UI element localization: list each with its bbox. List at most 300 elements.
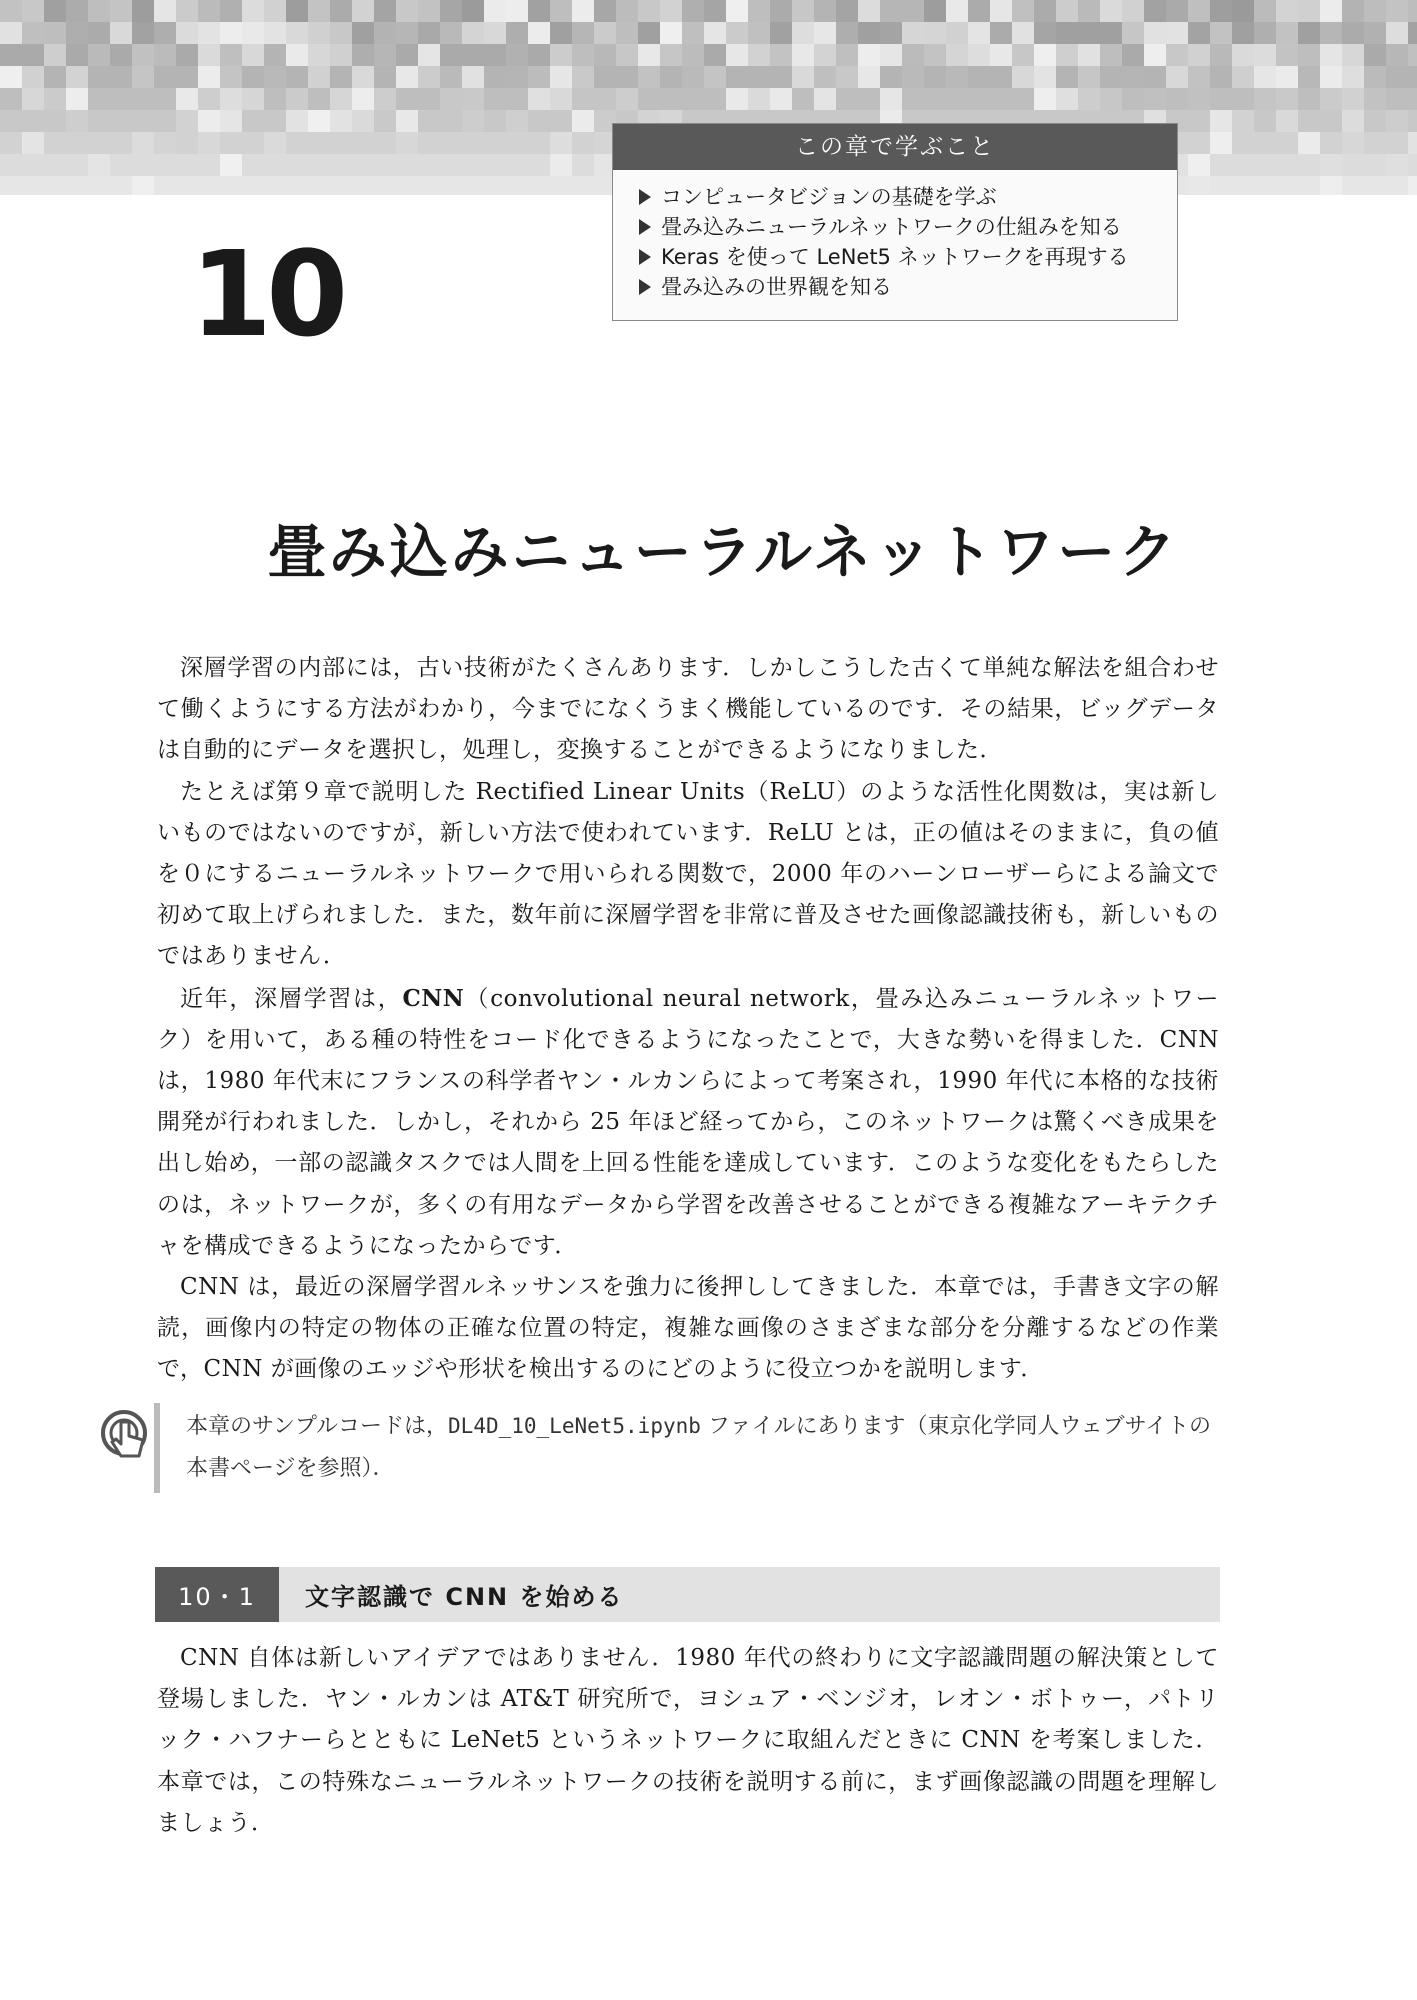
mosaic-tile <box>1232 110 1254 132</box>
mosaic-tile <box>1364 0 1386 22</box>
mosaic-tile <box>1364 44 1386 66</box>
mosaic-tile <box>1232 66 1254 88</box>
mosaic-tile <box>418 132 440 154</box>
mosaic-tile <box>176 154 198 176</box>
mosaic-tile <box>1188 132 1210 154</box>
mosaic-tile <box>1254 176 1276 195</box>
mosaic-tile <box>44 132 66 154</box>
mosaic-tile <box>1320 110 1342 132</box>
mosaic-tile <box>418 88 440 110</box>
mosaic-tile <box>484 176 506 195</box>
mosaic-tile <box>1386 88 1408 110</box>
mosaic-tile <box>220 0 242 22</box>
mosaic-tile <box>1012 88 1034 110</box>
mosaic-tile <box>176 44 198 66</box>
mosaic-tile <box>836 0 858 22</box>
mosaic-tile <box>462 110 484 132</box>
mosaic-tile <box>660 22 682 44</box>
mosaic-tile <box>1166 88 1188 110</box>
mosaic-tile <box>22 0 44 22</box>
mosaic-tile <box>1144 88 1166 110</box>
chapter-number: 10 <box>190 225 343 363</box>
mosaic-tile <box>1276 22 1298 44</box>
mosaic-tile <box>726 44 748 66</box>
mosaic-tile <box>330 0 352 22</box>
mosaic-tile <box>22 66 44 88</box>
mosaic-tile <box>770 66 792 88</box>
mosaic-tile <box>1034 44 1056 66</box>
mosaic-tile <box>1078 44 1100 66</box>
mosaic-tile <box>1364 66 1386 88</box>
mosaic-tile <box>220 176 242 195</box>
mosaic-tile <box>1188 0 1210 22</box>
mosaic-tile <box>1122 44 1144 66</box>
mosaic-tile <box>176 22 198 44</box>
mosaic-tile <box>220 22 242 44</box>
mosaic-tile <box>704 66 726 88</box>
mosaic-tile <box>0 0 22 22</box>
mosaic-tile <box>330 88 352 110</box>
mosaic-tile <box>286 66 308 88</box>
mosaic-tile <box>154 22 176 44</box>
mosaic-tile <box>572 0 594 22</box>
mosaic-tile <box>792 88 814 110</box>
mosaic-tile <box>1210 132 1232 154</box>
mosaic-tile <box>814 44 836 66</box>
mosaic-tile <box>198 44 220 66</box>
mosaic-tile <box>1276 88 1298 110</box>
mosaic-tile <box>1386 0 1408 22</box>
mosaic-tile <box>836 88 858 110</box>
mosaic-tile <box>550 132 572 154</box>
mosaic-tile <box>176 176 198 195</box>
mosaic-tile <box>506 88 528 110</box>
mosaic-tile <box>1012 66 1034 88</box>
mosaic-tile <box>1188 176 1210 195</box>
mosaic-tile <box>506 154 528 176</box>
mosaic-tile <box>132 154 154 176</box>
mosaic-tile <box>1232 132 1254 154</box>
mosaic-tile <box>132 176 154 195</box>
mosaic-tile <box>946 88 968 110</box>
mosaic-tile <box>308 22 330 44</box>
mosaic-tile <box>572 88 594 110</box>
mosaic-tile <box>528 176 550 195</box>
mosaic-tile <box>1320 0 1342 22</box>
mosaic-tile <box>1188 44 1210 66</box>
mosaic-tile <box>968 88 990 110</box>
mosaic-tile <box>418 154 440 176</box>
mosaic-tile <box>572 44 594 66</box>
mosaic-tile <box>1298 88 1320 110</box>
mosaic-tile <box>352 88 374 110</box>
mosaic-tile <box>198 22 220 44</box>
mosaic-tile <box>1386 154 1408 176</box>
mosaic-tile <box>308 110 330 132</box>
mosaic-tile <box>1276 44 1298 66</box>
mosaic-tile <box>1210 0 1232 22</box>
mosaic-tile <box>748 66 770 88</box>
mosaic-tile <box>550 154 572 176</box>
mosaic-tile <box>110 44 132 66</box>
mosaic-tile <box>176 0 198 22</box>
mosaic-tile <box>1166 22 1188 44</box>
mosaic-tile <box>110 110 132 132</box>
section-number: 10・1 <box>155 1567 279 1622</box>
mosaic-tile <box>0 176 22 195</box>
mosaic-tile <box>1276 66 1298 88</box>
mosaic-tile <box>726 66 748 88</box>
mosaic-tile <box>946 0 968 22</box>
mosaic-tile <box>1276 132 1298 154</box>
mosaic-tile <box>1254 0 1276 22</box>
mosaic-tile <box>0 22 22 44</box>
mosaic-tile <box>880 22 902 44</box>
mosaic-tile <box>440 44 462 66</box>
mosaic-tile <box>682 44 704 66</box>
mosaic-tile <box>374 66 396 88</box>
sample-code-note: 本章のサンプルコードは，DL4D_10_LeNet5.ipynb ファイルにあります（東京化学同人ウェブサイトの本書ページを参照）． <box>154 1403 1220 1493</box>
mosaic-tile <box>858 22 880 44</box>
mosaic-tile <box>352 132 374 154</box>
mosaic-tile <box>572 66 594 88</box>
mosaic-tile <box>946 44 968 66</box>
mosaic-tile <box>264 154 286 176</box>
mosaic-tile <box>1254 154 1276 176</box>
mosaic-tile <box>726 88 748 110</box>
mosaic-tile <box>22 22 44 44</box>
mosaic-tile <box>396 176 418 195</box>
mosaic-tile <box>1298 44 1320 66</box>
mosaic-tile <box>0 132 22 154</box>
mosaic-tile <box>1320 154 1342 176</box>
mosaic-tile <box>792 66 814 88</box>
mosaic-tile <box>220 132 242 154</box>
mosaic-tile <box>1254 44 1276 66</box>
mosaic-tile <box>176 88 198 110</box>
mosaic-tile <box>528 154 550 176</box>
mosaic-tile <box>462 154 484 176</box>
mosaic-tile <box>198 132 220 154</box>
mosaic-tile <box>880 88 902 110</box>
mosaic-tile <box>418 22 440 44</box>
mosaic-tile <box>1078 66 1100 88</box>
mosaic-tile <box>638 88 660 110</box>
mosaic-tile <box>1320 88 1342 110</box>
mosaic-tile <box>748 44 770 66</box>
mosaic-tile <box>440 88 462 110</box>
mosaic-tile <box>484 44 506 66</box>
mosaic-tile <box>1232 44 1254 66</box>
mosaic-tile <box>836 66 858 88</box>
mosaic-tile <box>308 0 330 22</box>
mosaic-tile <box>726 22 748 44</box>
mosaic-tile <box>132 110 154 132</box>
mosaic-tile <box>1100 22 1122 44</box>
mosaic-tile <box>264 0 286 22</box>
mosaic-tile <box>1188 66 1210 88</box>
mosaic-tile <box>198 176 220 195</box>
mosaic-tile <box>198 110 220 132</box>
mosaic-tile <box>330 110 352 132</box>
mosaic-tile <box>396 88 418 110</box>
mosaic-tile <box>1166 0 1188 22</box>
mosaic-tile <box>462 0 484 22</box>
mosaic-tile <box>22 176 44 195</box>
mosaic-tile <box>506 44 528 66</box>
mosaic-tile <box>1408 88 1417 110</box>
mosaic-tile <box>418 110 440 132</box>
mosaic-tile <box>88 44 110 66</box>
mosaic-tile <box>990 66 1012 88</box>
mosaic-tile <box>1144 0 1166 22</box>
mosaic-tile <box>858 66 880 88</box>
mosaic-tile <box>594 0 616 22</box>
mosaic-tile <box>1364 22 1386 44</box>
mosaic-tile <box>1166 66 1188 88</box>
mosaic-tile <box>924 22 946 44</box>
mosaic-tile <box>110 154 132 176</box>
mosaic-tile <box>462 132 484 154</box>
mosaic-tile <box>374 44 396 66</box>
mosaic-tile <box>572 154 594 176</box>
mosaic-tile <box>484 110 506 132</box>
mosaic-tile <box>1408 0 1417 22</box>
mosaic-tile <box>660 66 682 88</box>
mosaic-tile <box>176 66 198 88</box>
mosaic-tile <box>1408 110 1417 132</box>
mosaic-tile <box>462 44 484 66</box>
paragraph: 深層学習の内部には，古い技術がたくさんあります．しかしこうした古くて単純な解法を組合わせて働くようにする方法がわかり，今までになくうまく機能しているのです．その結果，ビッグデータは自動的にデータを選択し，処理し，変換することができるようになりました． <box>157 655 1219 764</box>
mosaic-tile <box>1056 88 1078 110</box>
mosaic-tile <box>704 44 726 66</box>
mosaic-tile <box>352 154 374 176</box>
mosaic-tile <box>198 66 220 88</box>
mosaic-tile <box>154 0 176 22</box>
mosaic-tile <box>44 110 66 132</box>
mosaic-tile <box>550 22 572 44</box>
mosaic-tile <box>242 0 264 22</box>
mosaic-tile <box>990 44 1012 66</box>
mosaic-tile <box>1298 0 1320 22</box>
mosaic-tile <box>858 0 880 22</box>
mosaic-tile <box>462 22 484 44</box>
mosaic-tile <box>1276 176 1298 195</box>
mosaic-tile <box>748 22 770 44</box>
mosaic-tile <box>440 154 462 176</box>
mosaic-tile <box>0 66 22 88</box>
mosaic-tile <box>902 88 924 110</box>
mosaic-tile <box>66 132 88 154</box>
mosaic-tile <box>770 44 792 66</box>
mosaic-tile <box>902 66 924 88</box>
mosaic-tile <box>660 44 682 66</box>
mosaic-tile <box>1276 0 1298 22</box>
mosaic-tile <box>110 22 132 44</box>
mosaic-tile <box>440 66 462 88</box>
mosaic-tile <box>528 110 550 132</box>
mosaic-tile <box>264 66 286 88</box>
mosaic-tile <box>858 88 880 110</box>
mosaic-tile <box>902 44 924 66</box>
mosaic-tile <box>1386 66 1408 88</box>
mosaic-tile <box>242 176 264 195</box>
mosaic-tile <box>902 0 924 22</box>
mosaic-tile <box>286 22 308 44</box>
mosaic-tile <box>1320 22 1342 44</box>
mosaic-tile <box>770 0 792 22</box>
mosaic-tile <box>1408 154 1417 176</box>
mosaic-tile <box>1386 132 1408 154</box>
mosaic-tile <box>440 176 462 195</box>
mosaic-tile <box>352 22 374 44</box>
mosaic-tile <box>440 0 462 22</box>
paragraph: たとえば第９章で説明した Rectified Linear Units（ReLU）のような活性化関数は，実は新しいものではないのですが，新しい方法で使われています．ReLU とは，正の値はそのままに，負の値を０にするニューラルネットワークで用いられる関数で，2000 年のハーンローザーらによる論文で初めて取上げられました．また，数年前に深層学習を非常に普及させた画像認識技術も，新しいものではありません． <box>157 778 1219 970</box>
mosaic-tile <box>286 110 308 132</box>
mosaic-tile <box>44 22 66 44</box>
mosaic-tile <box>1078 0 1100 22</box>
mosaic-tile <box>550 176 572 195</box>
mosaic-tile <box>484 154 506 176</box>
mosaic-tile <box>264 88 286 110</box>
mosaic-tile <box>1078 88 1100 110</box>
mosaic-tile <box>88 88 110 110</box>
mosaic-tile <box>528 44 550 66</box>
mosaic-tile <box>1100 44 1122 66</box>
mosaic-tile <box>308 154 330 176</box>
mosaic-tile <box>286 88 308 110</box>
mosaic-tile <box>264 132 286 154</box>
mosaic-tile <box>1364 154 1386 176</box>
mosaic-tile <box>990 0 1012 22</box>
mosaic-tile <box>1012 22 1034 44</box>
mosaic-tile <box>1408 22 1417 44</box>
mosaic-tile <box>1276 154 1298 176</box>
mosaic-tile <box>198 0 220 22</box>
mosaic-tile <box>704 0 726 22</box>
mosaic-tile <box>44 66 66 88</box>
paragraph: CNN 自体は新しいアイデアではありません．1980 年代の終わりに文字認識問題の解決策として登場しました．ヤン・ルカンは AT&T 研究所で，ヨシュア・ベンジオ，レオン・ボトゥー，パトリック・ハフナーらとともに LeNet5 というネットワークに取組んだときに CNN を考案しました．本章では，この特殊なニューラルネットワークの技術を説明する前に，まず画像認識の問題を理解しましょう． <box>157 1645 1219 1836</box>
mosaic-tile <box>1210 88 1232 110</box>
mosaic-tile <box>1320 44 1342 66</box>
objective-item: Keras を使って LeNet5 ネットワークを再現する <box>639 242 1177 272</box>
mosaic-tile <box>814 22 836 44</box>
mosaic-tile <box>374 154 396 176</box>
mosaic-tile <box>506 0 528 22</box>
mosaic-tile <box>924 66 946 88</box>
mosaic-tile <box>330 176 352 195</box>
mosaic-tile <box>1144 66 1166 88</box>
mosaic-tile <box>1254 22 1276 44</box>
mosaic-tile <box>154 132 176 154</box>
mosaic-tile <box>1056 44 1078 66</box>
mosaic-tile <box>462 88 484 110</box>
mosaic-tile <box>1188 88 1210 110</box>
mosaic-tile <box>1122 88 1144 110</box>
mosaic-tile <box>1100 66 1122 88</box>
mosaic-tile <box>242 22 264 44</box>
mosaic-tile <box>198 154 220 176</box>
mosaic-tile <box>550 44 572 66</box>
mosaic-tile <box>396 154 418 176</box>
mosaic-tile <box>968 44 990 66</box>
mosaic-tile <box>44 154 66 176</box>
mosaic-tile <box>1232 88 1254 110</box>
mosaic-tile <box>330 44 352 66</box>
mosaic-tile <box>110 176 132 195</box>
mosaic-tile <box>638 0 660 22</box>
mosaic-tile <box>1298 110 1320 132</box>
mosaic-tile <box>286 44 308 66</box>
paragraph: CNN は，最近の深層学習ルネッサンスを強力に後押ししてきました．本章では，手書き文字の解読，画像内の特定の物体の正確な位置の特定，複雑な画像のさまざまな部分を分離するなどの作業で，CNN が画像のエッジや形状を検出するのにどのように役立つかを説明します． <box>157 1274 1219 1383</box>
mosaic-tile <box>1408 132 1417 154</box>
mosaic-tile <box>22 110 44 132</box>
mosaic-tile <box>1320 66 1342 88</box>
mosaic-tile <box>1408 176 1417 195</box>
mosaic-tile <box>660 0 682 22</box>
mosaic-tile <box>616 44 638 66</box>
mosaic-tile <box>946 22 968 44</box>
mosaic-tile <box>154 44 176 66</box>
mosaic-tile <box>66 22 88 44</box>
mosaic-tile <box>1034 22 1056 44</box>
mosaic-tile <box>198 88 220 110</box>
mosaic-tile <box>1386 22 1408 44</box>
mosaic-tile <box>1254 110 1276 132</box>
mosaic-tile <box>1342 176 1364 195</box>
mosaic-tile <box>1232 0 1254 22</box>
mosaic-tile <box>1342 44 1364 66</box>
mosaic-tile <box>242 66 264 88</box>
mosaic-tile <box>66 154 88 176</box>
mosaic-tile <box>880 66 902 88</box>
mosaic-tile <box>836 22 858 44</box>
mosaic-tile <box>352 66 374 88</box>
mosaic-tile <box>132 0 154 22</box>
mosaic-tile <box>286 132 308 154</box>
mosaic-tile <box>220 154 242 176</box>
mosaic-tile <box>814 66 836 88</box>
hand-pointer-icon <box>101 1408 151 1462</box>
mosaic-tile <box>1298 66 1320 88</box>
mosaic-tile <box>154 110 176 132</box>
mosaic-tile <box>506 66 528 88</box>
objective-item: 畳み込みの世界観を知る <box>639 272 1177 302</box>
mosaic-tile <box>220 66 242 88</box>
mosaic-tile <box>968 66 990 88</box>
mosaic-tile <box>638 66 660 88</box>
mosaic-tile <box>396 0 418 22</box>
mosaic-tile <box>704 22 726 44</box>
mosaic-tile <box>1408 66 1417 88</box>
mosaic-tile <box>242 132 264 154</box>
mosaic-tile <box>1276 110 1298 132</box>
mosaic-tile <box>858 44 880 66</box>
mosaic-tile <box>616 0 638 22</box>
mosaic-tile <box>924 88 946 110</box>
mosaic-tile <box>242 110 264 132</box>
mosaic-tile <box>220 88 242 110</box>
mosaic-tile <box>66 66 88 88</box>
mosaic-tile <box>176 132 198 154</box>
mosaic-tile <box>44 44 66 66</box>
mosaic-tile <box>1144 44 1166 66</box>
mosaic-tile <box>22 132 44 154</box>
mosaic-tile <box>550 110 572 132</box>
chapter-intro <box>157 648 1219 1391</box>
mosaic-tile <box>990 22 1012 44</box>
mosaic-tile <box>88 176 110 195</box>
